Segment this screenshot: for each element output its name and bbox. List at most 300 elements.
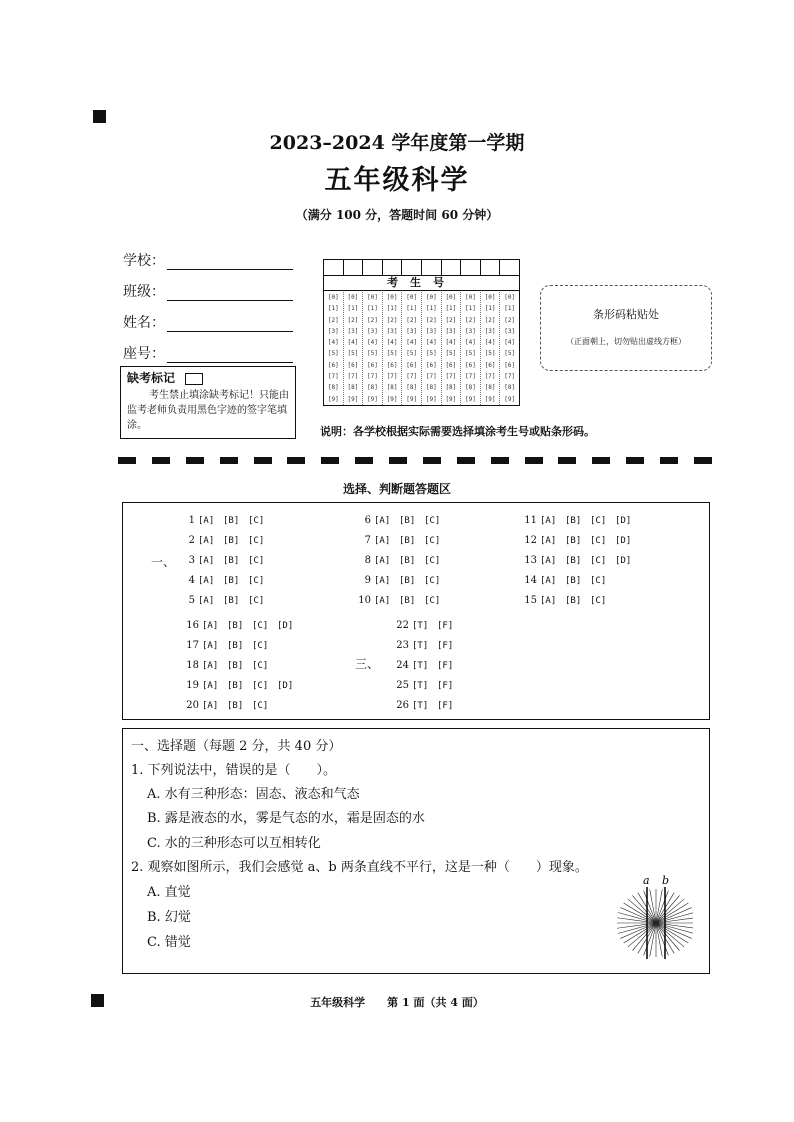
answer-row xyxy=(517,531,640,551)
name-label: 姓名： xyxy=(123,315,165,331)
answer-column-5 xyxy=(385,616,462,716)
seat-field[interactable] xyxy=(123,343,293,363)
exam-year: 2023–2024 学年度第一学期 xyxy=(269,132,525,154)
answer-bubble[interactable]: [B] xyxy=(565,556,582,566)
id-bubble[interactable]: [8] xyxy=(327,384,339,392)
ray-line xyxy=(656,923,688,943)
id-bubble[interactable]: [5] xyxy=(504,350,516,358)
id-bubble[interactable]: [1] xyxy=(367,305,378,313)
answer-bubble[interactable]: [B] xyxy=(565,576,582,586)
id-bubble[interactable]: [6] xyxy=(425,361,437,369)
question-number: 17 xyxy=(186,640,199,651)
id-bubble[interactable]: [8] xyxy=(504,384,516,392)
id-bubble[interactable]: [6] xyxy=(406,361,418,369)
id-cell[interactable] xyxy=(500,260,519,275)
id-bubble[interactable]: [9] xyxy=(367,395,378,403)
answer-bubble[interactable]: [B] xyxy=(399,576,416,586)
ray-line xyxy=(656,895,680,923)
answer-bubble[interactable]: [C] xyxy=(590,556,607,566)
answer-bubble[interactable]: [T] xyxy=(412,661,429,671)
answer-bubble[interactable]: [B] xyxy=(223,576,240,586)
id-bubble[interactable]: [4] xyxy=(367,339,378,347)
id-bubble[interactable]: [5] xyxy=(465,350,476,358)
id-cell[interactable] xyxy=(383,260,403,275)
question-1-option-b: B. 露是液态的水，雾是气态的水，霜是固态的水 xyxy=(147,811,425,826)
class-label: 班级： xyxy=(123,284,165,300)
id-grid-label: 考生号 xyxy=(324,276,519,291)
question-number: 22 xyxy=(396,620,409,631)
name-line[interactable] xyxy=(167,317,293,332)
answer-column-4 xyxy=(179,616,302,716)
answer-row xyxy=(179,616,302,636)
id-bubble[interactable]: [0] xyxy=(327,294,339,301)
answer-bubble[interactable]: [A] xyxy=(374,556,391,566)
answer-bubble[interactable]: [A] xyxy=(540,576,557,586)
answer-bubble[interactable]: [C] xyxy=(252,681,269,691)
dash-segment xyxy=(423,457,441,464)
question-number: 14 xyxy=(524,575,537,586)
id-write-cells xyxy=(324,260,519,276)
id-bubble[interactable]: [2] xyxy=(386,316,398,324)
id-cell[interactable] xyxy=(363,260,383,275)
id-bubble[interactable]: [9] xyxy=(327,395,339,403)
question-number: 2 xyxy=(188,535,195,546)
answer-bubble[interactable]: [B] xyxy=(227,661,244,671)
question-number: 18 xyxy=(186,660,199,671)
line-a-label: a xyxy=(643,874,650,887)
id-bubble[interactable]: [6] xyxy=(367,361,378,369)
id-bubble[interactable]: [4] xyxy=(484,339,496,347)
id-bubble-column xyxy=(344,292,364,405)
school-label: 学校： xyxy=(123,253,165,269)
id-bubble[interactable]: [4] xyxy=(347,339,359,347)
answer-row xyxy=(351,551,449,571)
question-number: 12 xyxy=(524,535,537,546)
answer-bubble[interactable]: [A] xyxy=(198,516,215,526)
absent-title: 缺考标记 xyxy=(127,371,176,385)
cut-line xyxy=(118,457,712,464)
id-bubble[interactable]: [7] xyxy=(504,373,516,381)
id-bubble[interactable]: [3] xyxy=(445,327,457,335)
answer-column-2 xyxy=(351,511,449,611)
answer-bubble[interactable]: [B] xyxy=(223,516,240,526)
answer-bubble[interactable]: [A] xyxy=(540,516,557,526)
question-number: 7 xyxy=(364,535,371,546)
answer-row xyxy=(351,591,449,611)
id-bubble[interactable]: [3] xyxy=(347,327,359,335)
barcode-hint: （正面朝上，切勿贴出虚线方框） xyxy=(566,337,686,346)
answer-bubble[interactable]: [C] xyxy=(248,576,265,586)
id-bubble[interactable]: [8] xyxy=(484,384,496,392)
id-bubble[interactable]: [8] xyxy=(406,384,418,392)
answer-bubble[interactable]: [B] xyxy=(399,596,416,606)
answer-bubble[interactable]: [C] xyxy=(424,516,441,526)
answer-area-title: 选择、判断题答题区 xyxy=(342,482,451,496)
answer-bubble[interactable]: [B] xyxy=(227,621,244,631)
answer-bubble[interactable]: [A] xyxy=(540,536,557,546)
id-bubble[interactable]: [2] xyxy=(465,316,476,324)
answer-bubble[interactable]: [B] xyxy=(399,536,416,546)
id-cell[interactable] xyxy=(442,260,462,275)
id-bubble[interactable]: [5] xyxy=(484,350,496,358)
answer-bubble[interactable]: [A] xyxy=(540,556,557,566)
answer-bubble[interactable]: [T] xyxy=(412,701,429,711)
id-bubble[interactable]: [3] xyxy=(327,327,339,335)
id-bubble[interactable]: [6] xyxy=(445,361,457,369)
answer-bubble[interactable]: [A] xyxy=(374,596,391,606)
answer-row xyxy=(351,511,449,531)
ray-line xyxy=(656,923,680,951)
id-bubble[interactable]: [0] xyxy=(465,294,476,301)
id-cell[interactable] xyxy=(481,260,501,275)
id-bubble[interactable]: [3] xyxy=(465,327,476,335)
answer-bubble[interactable]: [A] xyxy=(198,576,215,586)
id-bubble[interactable]: [2] xyxy=(347,316,359,324)
dash-segment xyxy=(558,457,576,464)
id-bubble[interactable]: [2] xyxy=(445,316,457,324)
answer-row xyxy=(385,636,462,656)
id-bubble[interactable]: [6] xyxy=(465,361,476,369)
id-bubble[interactable]: [8] xyxy=(347,384,359,392)
section-title: 一、选择题（每题 2 分，共 40 分） xyxy=(131,739,342,754)
answer-bubble[interactable]: [C] xyxy=(590,596,607,606)
question-1-option-c: C. 水的三种形态可以互相转化 xyxy=(147,836,321,851)
answer-row xyxy=(385,696,462,716)
id-cell[interactable] xyxy=(344,260,364,275)
question-number: 24 xyxy=(396,660,409,671)
id-bubble[interactable]: [6] xyxy=(327,361,339,369)
answer-bubble[interactable]: [B] xyxy=(399,516,416,526)
question-number: 23 xyxy=(396,640,409,651)
id-bubble[interactable]: [1] xyxy=(347,305,359,313)
illusion-svg xyxy=(617,871,693,959)
answer-bubble[interactable]: [F] xyxy=(437,641,454,651)
id-cell[interactable] xyxy=(402,260,422,275)
id-bubble[interactable]: [2] xyxy=(425,316,437,324)
answer-bubble[interactable]: [F] xyxy=(437,621,454,631)
name-field[interactable] xyxy=(123,312,293,332)
registration-mark-top xyxy=(93,110,106,123)
answer-bubble[interactable]: [B] xyxy=(565,596,582,606)
id-bubble[interactable]: [4] xyxy=(327,339,339,347)
id-bubble[interactable]: [8] xyxy=(367,384,378,392)
answer-bubble[interactable]: [A] xyxy=(202,621,219,631)
school-field[interactable] xyxy=(123,250,293,270)
id-bubble[interactable]: [5] xyxy=(327,350,339,358)
id-bubble[interactable]: [4] xyxy=(445,339,457,347)
answer-bubble[interactable]: [B] xyxy=(399,556,416,566)
id-cell[interactable] xyxy=(461,260,481,275)
id-bubble[interactable]: [8] xyxy=(425,384,437,392)
id-bubble[interactable]: [9] xyxy=(484,395,496,403)
id-bubble[interactable]: [0] xyxy=(504,294,516,301)
answer-bubble[interactable]: [T] xyxy=(412,641,429,651)
answer-bubble[interactable]: [T] xyxy=(412,681,429,691)
id-bubble[interactable]: [5] xyxy=(425,350,437,358)
id-bubble[interactable]: [5] xyxy=(445,350,457,358)
question-1-stem: 1. 下列说法中，错误的是（ ）。 xyxy=(131,763,337,778)
answer-bubble[interactable]: [B] xyxy=(223,596,240,606)
id-bubble[interactable]: [2] xyxy=(504,316,516,324)
dash-segment xyxy=(660,457,678,464)
answer-row xyxy=(517,591,640,611)
ray-line xyxy=(618,923,656,934)
id-bubble[interactable]: [5] xyxy=(386,350,398,358)
answer-bubble[interactable]: [C] xyxy=(424,596,441,606)
id-bubble-column xyxy=(363,292,383,405)
answer-bubble[interactable]: [A] xyxy=(198,556,215,566)
answer-row xyxy=(517,551,640,571)
id-bubble[interactable]: [2] xyxy=(327,316,339,324)
answer-bubble[interactable]: [A] xyxy=(374,536,391,546)
id-bubble[interactable]: [1] xyxy=(445,305,457,313)
dash-segment xyxy=(389,457,407,464)
answer-bubble[interactable]: [A] xyxy=(540,596,557,606)
answer-bubble[interactable]: [B] xyxy=(565,516,582,526)
school-line[interactable] xyxy=(167,255,293,270)
id-bubble[interactable]: [4] xyxy=(425,339,437,347)
dash-segment xyxy=(457,457,475,464)
id-bubble[interactable]: [7] xyxy=(327,373,339,381)
answer-row xyxy=(385,676,462,696)
id-cell[interactable] xyxy=(422,260,442,275)
answer-column-1 xyxy=(179,511,273,611)
absent-checkbox[interactable] xyxy=(185,373,203,385)
id-bubble[interactable]: [0] xyxy=(386,294,398,301)
question-number: 16 xyxy=(186,620,199,631)
dash-segment xyxy=(592,457,610,464)
answer-bubble[interactable]: [C] xyxy=(590,536,607,546)
id-bubble[interactable]: [4] xyxy=(386,339,398,347)
id-bubble[interactable]: [2] xyxy=(367,316,378,324)
id-bubble[interactable]: [7] xyxy=(406,373,418,381)
ray-line xyxy=(632,895,656,923)
id-bubble[interactable]: [0] xyxy=(445,294,457,301)
dash-segment xyxy=(491,457,509,464)
id-bubble[interactable]: [9] xyxy=(504,395,516,403)
answer-bubble[interactable]: [A] xyxy=(202,701,219,711)
answer-bubble[interactable]: [D] xyxy=(615,516,632,526)
id-bubble[interactable]: [7] xyxy=(386,373,398,381)
answer-bubble[interactable]: [F] xyxy=(437,701,454,711)
dash-segment xyxy=(152,457,170,464)
id-bubble[interactable]: [9] xyxy=(347,395,359,403)
id-bubble[interactable]: [1] xyxy=(327,305,339,313)
line-b-label: b xyxy=(662,874,670,887)
answer-bubble[interactable]: [D] xyxy=(277,621,294,631)
answer-bubble[interactable]: [A] xyxy=(202,641,219,651)
id-bubble[interactable]: [0] xyxy=(484,294,496,301)
dash-segment xyxy=(287,457,305,464)
question-number: 9 xyxy=(364,575,371,586)
answer-bubble[interactable]: [A] xyxy=(374,516,391,526)
answer-bubble[interactable]: [C] xyxy=(248,596,265,606)
id-bubble[interactable]: [8] xyxy=(445,384,457,392)
answer-bubble[interactable]: [C] xyxy=(424,536,441,546)
answer-row xyxy=(179,591,273,611)
id-bubble-column xyxy=(481,292,501,405)
answer-row xyxy=(179,696,302,716)
id-bubble[interactable]: [4] xyxy=(465,339,476,347)
id-bubble[interactable]: [9] xyxy=(406,395,418,403)
id-bubble[interactable]: [5] xyxy=(347,350,359,358)
absent-mark-box xyxy=(120,366,296,439)
id-bubble[interactable]: [3] xyxy=(367,327,378,335)
id-bubble[interactable]: [0] xyxy=(347,294,359,301)
dash-segment xyxy=(118,457,136,464)
answer-row xyxy=(179,571,273,591)
answer-area-box xyxy=(122,502,710,720)
answer-row xyxy=(351,531,449,551)
id-bubble[interactable]: [2] xyxy=(406,316,418,324)
answer-row xyxy=(385,616,462,636)
id-bubble[interactable]: [1] xyxy=(425,305,437,313)
id-bubble[interactable]: [3] xyxy=(406,327,418,335)
answer-bubble[interactable]: [C] xyxy=(424,576,441,586)
answer-bubble[interactable]: [D] xyxy=(615,536,632,546)
id-bubble[interactable]: [2] xyxy=(484,316,496,324)
answer-bubble[interactable]: [B] xyxy=(223,536,240,546)
id-bubble[interactable]: [7] xyxy=(465,373,476,381)
illusion-figure xyxy=(617,871,693,959)
dash-segment xyxy=(355,457,373,464)
id-bubble[interactable]: [4] xyxy=(504,339,516,347)
answer-bubble[interactable]: [B] xyxy=(227,641,244,651)
answer-bubble[interactable]: [C] xyxy=(252,701,269,711)
id-bubble[interactable]: [8] xyxy=(465,384,476,392)
id-bubble-column xyxy=(442,292,462,405)
answer-bubble[interactable]: [C] xyxy=(248,556,265,566)
id-bubble[interactable]: [1] xyxy=(504,305,516,313)
id-bubble[interactable]: [3] xyxy=(504,327,516,335)
answer-bubble[interactable]: [B] xyxy=(227,681,244,691)
id-bubble[interactable]: [0] xyxy=(367,294,378,301)
question-number: 4 xyxy=(188,575,195,586)
id-bubble[interactable]: [7] xyxy=(367,373,378,381)
answer-bubble[interactable]: [F] xyxy=(437,661,454,671)
question-number: 20 xyxy=(186,700,199,711)
dash-segment xyxy=(694,457,712,464)
barcode-area xyxy=(540,285,712,371)
answer-bubble[interactable]: [B] xyxy=(227,701,244,711)
answer-row xyxy=(517,511,640,531)
id-cell[interactable] xyxy=(324,260,344,275)
answer-bubble[interactable]: [A] xyxy=(202,661,219,671)
id-bubble[interactable]: [3] xyxy=(425,327,437,335)
id-bubble[interactable]: [1] xyxy=(386,305,398,313)
id-bubble[interactable]: [6] xyxy=(484,361,496,369)
ray-line xyxy=(624,923,656,943)
id-bubble[interactable]: [1] xyxy=(406,305,418,313)
id-bubble[interactable]: [1] xyxy=(484,305,496,313)
id-bubble[interactable]: [6] xyxy=(504,361,516,369)
id-bubble[interactable]: [3] xyxy=(386,327,398,335)
answer-bubble[interactable]: [F] xyxy=(437,681,454,691)
answer-bubble[interactable]: [A] xyxy=(198,596,215,606)
id-bubble[interactable]: [4] xyxy=(406,339,418,347)
seat-label: 座号： xyxy=(123,346,165,362)
answer-bubble[interactable]: [C] xyxy=(252,621,269,631)
id-bubble[interactable]: [8] xyxy=(386,384,398,392)
answer-bubble[interactable]: [C] xyxy=(252,661,269,671)
id-bubble[interactable]: [9] xyxy=(465,395,476,403)
dash-segment xyxy=(321,457,339,464)
id-bubble[interactable]: [5] xyxy=(367,350,378,358)
question-1-option-a: A. 水有三种形态：固态、液态和气态 xyxy=(147,787,360,802)
answer-bubble[interactable]: [C] xyxy=(248,536,265,546)
id-bubble-column xyxy=(383,292,403,405)
answer-bubble[interactable]: [D] xyxy=(277,681,294,691)
answer-bubble[interactable]: [B] xyxy=(565,536,582,546)
answer-bubble[interactable]: [A] xyxy=(198,536,215,546)
answer-bubble[interactable]: [C] xyxy=(590,516,607,526)
question-number: 25 xyxy=(396,680,409,691)
id-bubble[interactable]: [6] xyxy=(347,361,359,369)
id-bubble[interactable]: [7] xyxy=(484,373,496,381)
question-number: 3 xyxy=(188,555,195,566)
answer-bubble[interactable]: [D] xyxy=(615,556,632,566)
id-bubble[interactable]: [7] xyxy=(347,373,359,381)
id-bubble[interactable]: [1] xyxy=(465,305,476,313)
question-2-option-b: B. 幻觉 xyxy=(147,910,191,925)
question-number: 19 xyxy=(186,680,199,691)
id-bubble[interactable]: [0] xyxy=(406,294,418,301)
class-field[interactable] xyxy=(123,281,293,301)
section-one-label: 一、 xyxy=(151,555,176,569)
answer-bubble[interactable]: [A] xyxy=(202,681,219,691)
answer-bubble[interactable]: [C] xyxy=(590,576,607,586)
question-number: 6 xyxy=(364,515,371,526)
id-bubble[interactable]: [6] xyxy=(386,361,398,369)
answer-bubble[interactable]: [C] xyxy=(252,641,269,651)
answer-row xyxy=(179,636,302,656)
answer-row xyxy=(179,676,302,696)
ray-line xyxy=(632,923,656,951)
answer-bubble[interactable]: [T] xyxy=(412,621,429,631)
id-bubble[interactable]: [7] xyxy=(445,373,457,381)
seat-line[interactable] xyxy=(167,348,293,363)
instruction-note: 说明：各学校根据实际需要选择填涂考生号或贴条形码。 xyxy=(320,425,595,438)
id-bubble[interactable]: [9] xyxy=(425,395,437,403)
question-number: 11 xyxy=(524,515,537,526)
exam-subject: 五年级科学 xyxy=(324,165,470,196)
dash-segment xyxy=(254,457,272,464)
section-three-label: 三、 xyxy=(355,657,380,671)
question-number: 15 xyxy=(524,595,537,606)
id-bubble[interactable]: [3] xyxy=(484,327,496,335)
id-bubble[interactable]: [9] xyxy=(386,395,398,403)
radiating-lines xyxy=(617,889,693,957)
question-number: 10 xyxy=(358,595,371,606)
answer-column-3 xyxy=(517,511,640,611)
answer-bubble[interactable]: [C] xyxy=(248,516,265,526)
id-bubble[interactable]: [9] xyxy=(445,395,457,403)
barcode-title: 条形码粘贴处 xyxy=(593,308,659,321)
question-2-stem: 2. 观察如图所示，我们会感觉 a、b 两条直线不平行，这是一种（ ）现象。 xyxy=(131,860,588,875)
id-bubble[interactable]: [5] xyxy=(406,350,418,358)
id-bubble[interactable]: [0] xyxy=(425,294,437,301)
answer-row xyxy=(179,531,273,551)
class-line[interactable] xyxy=(167,286,293,301)
answer-row xyxy=(385,656,462,676)
id-bubble[interactable]: [7] xyxy=(425,373,437,381)
answer-bubble[interactable]: [A] xyxy=(374,576,391,586)
id-bubble-column xyxy=(500,292,519,405)
question-2-option-a: A. 直觉 xyxy=(147,885,191,900)
answer-bubble[interactable]: [C] xyxy=(424,556,441,566)
ray-line xyxy=(624,903,656,923)
answer-bubble[interactable]: [B] xyxy=(223,556,240,566)
